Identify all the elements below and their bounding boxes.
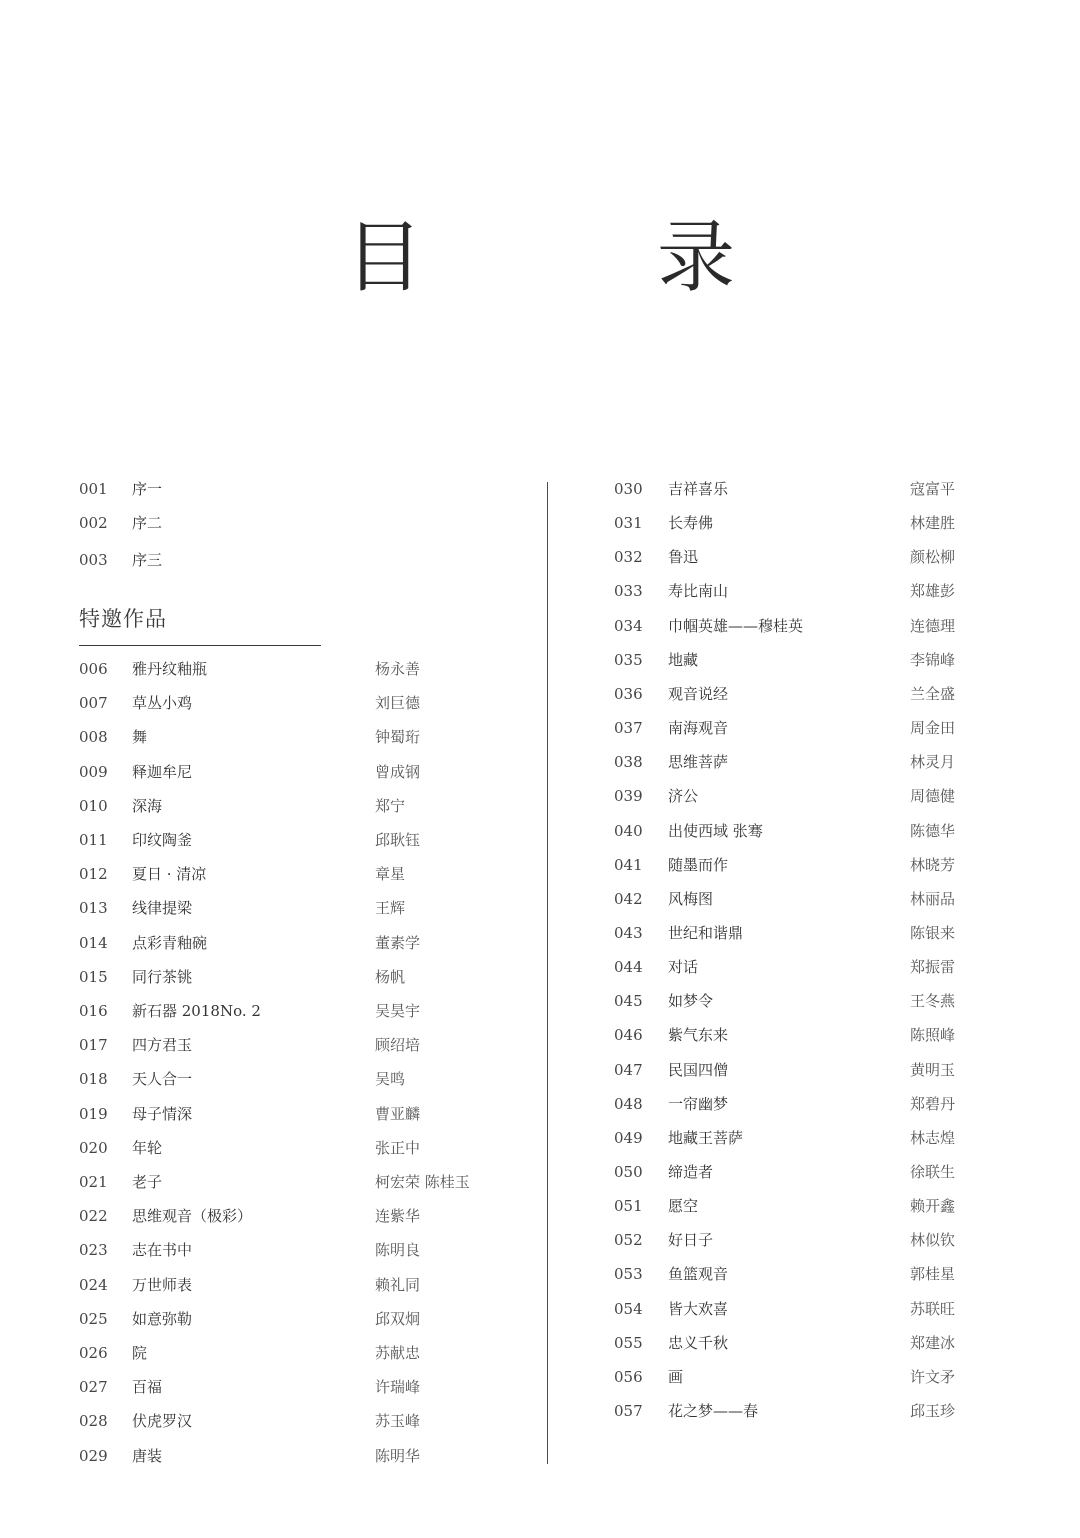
toc-entry[interactable]: [79, 720, 539, 754]
entry-number: 048: [614, 1094, 643, 1113]
toc-entry[interactable]: [614, 1394, 994, 1428]
section-heading: 特邀作品: [79, 607, 167, 631]
toc-entry[interactable]: [614, 1223, 994, 1257]
entry-title: 点彩青釉碗: [132, 933, 208, 952]
entry-author: 徐联生: [910, 1163, 956, 1181]
entry-title: 长寿佛: [668, 514, 714, 533]
toc-entry[interactable]: [79, 652, 539, 686]
entry-title: 愿空: [668, 1197, 699, 1216]
entry-number: 030: [614, 480, 643, 498]
toc-entry[interactable]: [614, 1053, 994, 1087]
entry-author: 连紫华: [375, 1207, 421, 1226]
entry-number: 026: [79, 1344, 108, 1362]
entry-number: 016: [79, 1002, 108, 1020]
toc-entry[interactable]: [79, 1062, 539, 1096]
entry-title: 济公: [668, 787, 699, 806]
entry-author: 寇富平: [910, 480, 956, 498]
toc-entry[interactable]: [79, 1199, 539, 1233]
toc-entry[interactable]: [614, 1257, 994, 1291]
entry-number: 055: [614, 1333, 643, 1352]
entry-author: 陈明良: [375, 1241, 421, 1260]
entry-number: 017: [79, 1036, 108, 1055]
entry-number: 053: [614, 1265, 643, 1284]
entry-title: 出使西域 张骞: [668, 821, 763, 840]
entry-author: 苏献忠: [375, 1344, 421, 1362]
toc-entry[interactable]: [614, 1018, 994, 1052]
toc-entry[interactable]: [614, 472, 994, 506]
entry-title: 忠义千秋: [668, 1333, 729, 1352]
entry-number: 040: [614, 821, 643, 840]
entry-author: 吴鸣: [375, 1070, 406, 1089]
toc-entry[interactable]: [79, 1336, 539, 1370]
entry-title: 民国四僧: [668, 1060, 729, 1079]
entry-title: 对话: [668, 958, 699, 977]
entry-number: 029: [79, 1446, 108, 1465]
entry-author: 郑碧丹: [910, 1094, 956, 1113]
entry-title: 序二: [132, 514, 163, 532]
entry-title: 同行茶铫: [132, 967, 193, 986]
entry-number: 056: [614, 1367, 643, 1386]
toc-entry[interactable]: [79, 1028, 539, 1062]
entry-number: 041: [614, 855, 643, 874]
entry-title: 院: [132, 1344, 148, 1362]
toc-entry[interactable]: [614, 779, 994, 813]
entry-number: 022: [79, 1207, 108, 1226]
entry-author: 周金田: [910, 719, 956, 738]
entry-author: 董素学: [375, 933, 421, 952]
toc-entry[interactable]: [79, 1404, 539, 1438]
entry-title: 画: [668, 1367, 684, 1386]
entry-title: 思维观音（极彩）: [132, 1207, 253, 1226]
entry-author: 黄明玉: [910, 1060, 956, 1079]
toc-entry[interactable]: [79, 1233, 539, 1267]
toc-entry[interactable]: [614, 1189, 994, 1223]
entry-author: 郑雄彭: [910, 582, 956, 601]
entry-title: 世纪和谐鼎: [668, 923, 744, 942]
entry-number: 057: [614, 1402, 643, 1421]
toc-entry[interactable]: [614, 1326, 994, 1360]
entry-title: 印纹陶釜: [132, 831, 193, 849]
entry-author: 林建胜: [910, 514, 956, 533]
entry-number: 049: [614, 1128, 643, 1147]
entry-author: 李锦峰: [910, 650, 956, 669]
entry-title: 皆大欢喜: [668, 1299, 729, 1318]
entry-number: 021: [79, 1173, 108, 1191]
entry-author: 柯宏荣 陈桂玉: [375, 1173, 470, 1191]
entry-title: 万世师表: [132, 1275, 193, 1294]
toc-entry[interactable]: [79, 1302, 539, 1336]
entry-author: 刘巨德: [375, 694, 421, 713]
entry-author: 赖开鑫: [910, 1197, 956, 1216]
entry-title: 序一: [132, 480, 163, 498]
entry-author: 曾成钢: [375, 762, 421, 781]
toc-entry[interactable]: [79, 823, 539, 857]
entry-title: 好日子: [668, 1231, 714, 1250]
entry-number: 014: [79, 933, 108, 952]
entry-title: 唐装: [132, 1446, 163, 1465]
toc-entry[interactable]: [614, 643, 994, 677]
entry-title: 花之梦——春: [668, 1402, 759, 1421]
entry-author: 苏玉峰: [375, 1412, 421, 1431]
entry-author: 许文矛: [910, 1367, 956, 1386]
entry-number: 050: [614, 1163, 643, 1181]
entry-number: 039: [614, 787, 643, 806]
entry-author: 王辉: [375, 899, 406, 918]
entry-number: 031: [614, 514, 643, 533]
entry-title: 新石器 2018No. 2: [132, 1002, 261, 1020]
entry-title: 吉祥喜乐: [668, 480, 729, 498]
toc-entry[interactable]: [79, 686, 539, 720]
entry-number: 008: [79, 728, 108, 747]
entry-number: 043: [614, 923, 643, 942]
entry-number: 032: [614, 548, 643, 567]
entry-author: 陈明华: [375, 1446, 421, 1465]
toc-entry[interactable]: [614, 1087, 994, 1121]
entry-title: 鱼篮观音: [668, 1265, 729, 1284]
toc-entry[interactable]: [79, 926, 539, 960]
entry-number: 012: [79, 865, 108, 884]
entry-title: 伏虎罗汉: [132, 1412, 193, 1431]
entry-number: 036: [614, 684, 643, 703]
toc-entry[interactable]: [79, 543, 539, 577]
entry-title: 寿比南山: [668, 582, 729, 601]
entry-number: 046: [614, 1026, 643, 1045]
section-underline: [79, 645, 321, 646]
entry-number: 038: [614, 753, 643, 772]
entry-number: 034: [614, 616, 643, 635]
entry-author: 林灵月: [910, 753, 956, 772]
entry-number: 007: [79, 694, 108, 713]
entry-title: 深海: [132, 796, 163, 815]
entry-title: 序三: [132, 551, 163, 569]
entry-title: 风梅图: [668, 889, 714, 908]
entry-number: 019: [79, 1104, 108, 1123]
toc-entry[interactable]: [79, 789, 539, 823]
entry-number: 001: [79, 480, 108, 498]
entry-author: 林晓芳: [910, 855, 956, 874]
toc-entry[interactable]: [79, 472, 539, 506]
entry-title: 鲁迅: [668, 548, 699, 567]
entry-title: 地藏: [668, 650, 699, 669]
entry-author: 郑振雷: [910, 958, 956, 977]
entry-number: 013: [79, 899, 108, 918]
entry-number: 051: [614, 1197, 643, 1216]
entry-author: 顾绍培: [375, 1036, 421, 1055]
entry-author: 王冬燕: [910, 992, 956, 1011]
toc-entry[interactable]: [79, 506, 539, 540]
entry-title: 百福: [132, 1378, 163, 1397]
entry-title: 天人合一: [132, 1070, 193, 1089]
entry-title: 巾帼英雄——穆桂英: [668, 616, 804, 635]
toc-entry[interactable]: [614, 1292, 994, 1326]
toc-entry[interactable]: [614, 814, 994, 848]
toc-entry[interactable]: [614, 609, 994, 643]
entry-author: 陈德华: [910, 821, 956, 840]
entry-title: 紫气东来: [668, 1026, 729, 1045]
entry-number: 028: [79, 1412, 108, 1431]
toc-entry[interactable]: [79, 1097, 539, 1131]
entry-title: 雅丹纹釉瓶: [132, 660, 208, 678]
entry-author: 邱耿钰: [375, 831, 421, 849]
entry-title: 南海观音: [668, 719, 729, 738]
page-title: 目 录: [344, 213, 813, 303]
entry-number: 020: [79, 1138, 108, 1157]
toc-entry[interactable]: [614, 711, 994, 745]
entry-title: 舞: [132, 728, 148, 747]
toc-entry[interactable]: [79, 1439, 539, 1473]
entry-author: 林丽品: [910, 889, 956, 908]
toc-entry[interactable]: [79, 857, 539, 891]
entry-number: 003: [79, 551, 108, 569]
entry-number: 047: [614, 1060, 643, 1079]
entry-author: 郑建冰: [910, 1333, 956, 1352]
toc-entry[interactable]: [79, 891, 539, 925]
toc-entry[interactable]: [614, 882, 994, 916]
toc-entry[interactable]: [614, 1155, 994, 1189]
toc-entry[interactable]: [614, 574, 994, 608]
entry-number: 027: [79, 1378, 108, 1397]
entry-title: 线律提梁: [132, 899, 193, 918]
toc-entry[interactable]: [79, 960, 539, 994]
entry-title: 随墨而作: [668, 855, 729, 874]
entry-author: 林志煌: [910, 1128, 956, 1147]
entry-number: 025: [79, 1309, 108, 1328]
entry-author: 陈照峰: [910, 1026, 956, 1045]
toc-entry[interactable]: [614, 1121, 994, 1155]
toc-entry[interactable]: [79, 1370, 539, 1404]
entry-number: 037: [614, 719, 643, 738]
entry-author: 陈银来: [910, 923, 956, 942]
entry-author: 林似钦: [910, 1231, 956, 1250]
toc-entry[interactable]: [79, 994, 539, 1028]
entry-number: 011: [79, 831, 108, 849]
entry-number: 006: [79, 660, 108, 678]
entry-title: 老子: [132, 1173, 163, 1191]
entry-title: 一帘幽梦: [668, 1094, 729, 1113]
entry-author: 苏联旺: [910, 1299, 956, 1318]
entry-title: 四方君玉: [132, 1036, 193, 1055]
entry-author: 连德理: [910, 616, 956, 635]
entry-title: 观音说经: [668, 684, 729, 703]
entry-number: 054: [614, 1299, 643, 1318]
entry-number: 035: [614, 650, 643, 669]
toc-entry[interactable]: [614, 916, 994, 950]
entry-author: 杨帆: [375, 967, 406, 986]
toc-entry[interactable]: [79, 1268, 539, 1302]
entry-author: 曹亚麟: [375, 1104, 421, 1123]
entry-title: 如梦令: [668, 992, 714, 1011]
entry-author: 赖礼同: [375, 1275, 421, 1294]
entry-number: 023: [79, 1241, 108, 1260]
entry-author: 吴昊宇: [375, 1002, 421, 1020]
entry-author: 周德健: [910, 787, 956, 806]
entry-title: 草丛小鸡: [132, 694, 193, 713]
toc-entry[interactable]: [614, 745, 994, 779]
entry-title: 年轮: [132, 1138, 163, 1157]
entry-number: 042: [614, 889, 643, 908]
toc-entry[interactable]: [79, 1165, 539, 1199]
entry-author: 郑宁: [375, 796, 406, 815]
toc-entry[interactable]: [614, 540, 994, 574]
entry-author: 邱双炯: [375, 1309, 421, 1328]
entry-author: 杨永善: [375, 660, 421, 678]
entry-title: 思维菩萨: [668, 753, 729, 772]
entry-number: 015: [79, 967, 108, 986]
entry-author: 郭桂星: [910, 1265, 956, 1284]
entry-author: 张正中: [375, 1138, 421, 1157]
toc-entry[interactable]: [79, 1131, 539, 1165]
entry-number: 009: [79, 762, 108, 781]
entry-number: 052: [614, 1231, 643, 1250]
entry-number: 010: [79, 796, 108, 815]
entry-author: 邱玉珍: [910, 1402, 956, 1421]
entry-title: 夏日 · 清凉: [132, 865, 207, 884]
entry-title: 如意弥勒: [132, 1309, 193, 1328]
entry-title: 释迦牟尼: [132, 762, 193, 781]
entry-author: 钟蜀珩: [375, 728, 421, 747]
entry-title: 缔造者: [668, 1163, 714, 1181]
toc-entry[interactable]: [614, 677, 994, 711]
entry-number: 045: [614, 992, 643, 1011]
toc-entry[interactable]: [79, 755, 539, 789]
toc-entry[interactable]: [614, 984, 994, 1018]
toc-entry[interactable]: [614, 950, 994, 984]
entry-number: 018: [79, 1070, 108, 1089]
toc-entry[interactable]: [614, 1360, 994, 1394]
toc-entry[interactable]: [614, 848, 994, 882]
entry-title: 地藏王菩萨: [668, 1128, 744, 1147]
entry-number: 024: [79, 1275, 108, 1294]
entry-author: 章星: [375, 865, 406, 884]
entry-number: 033: [614, 582, 643, 601]
entry-author: 兰全盛: [910, 684, 956, 703]
entry-number: 044: [614, 958, 643, 977]
toc-entry[interactable]: [614, 506, 994, 540]
entry-number: 002: [79, 514, 108, 532]
entry-title: 母子情深: [132, 1104, 193, 1123]
entry-author: 许瑞峰: [375, 1378, 421, 1397]
column-divider: [547, 482, 548, 1464]
entry-author: 颜松柳: [910, 548, 956, 567]
entry-title: 志在书中: [132, 1241, 193, 1260]
